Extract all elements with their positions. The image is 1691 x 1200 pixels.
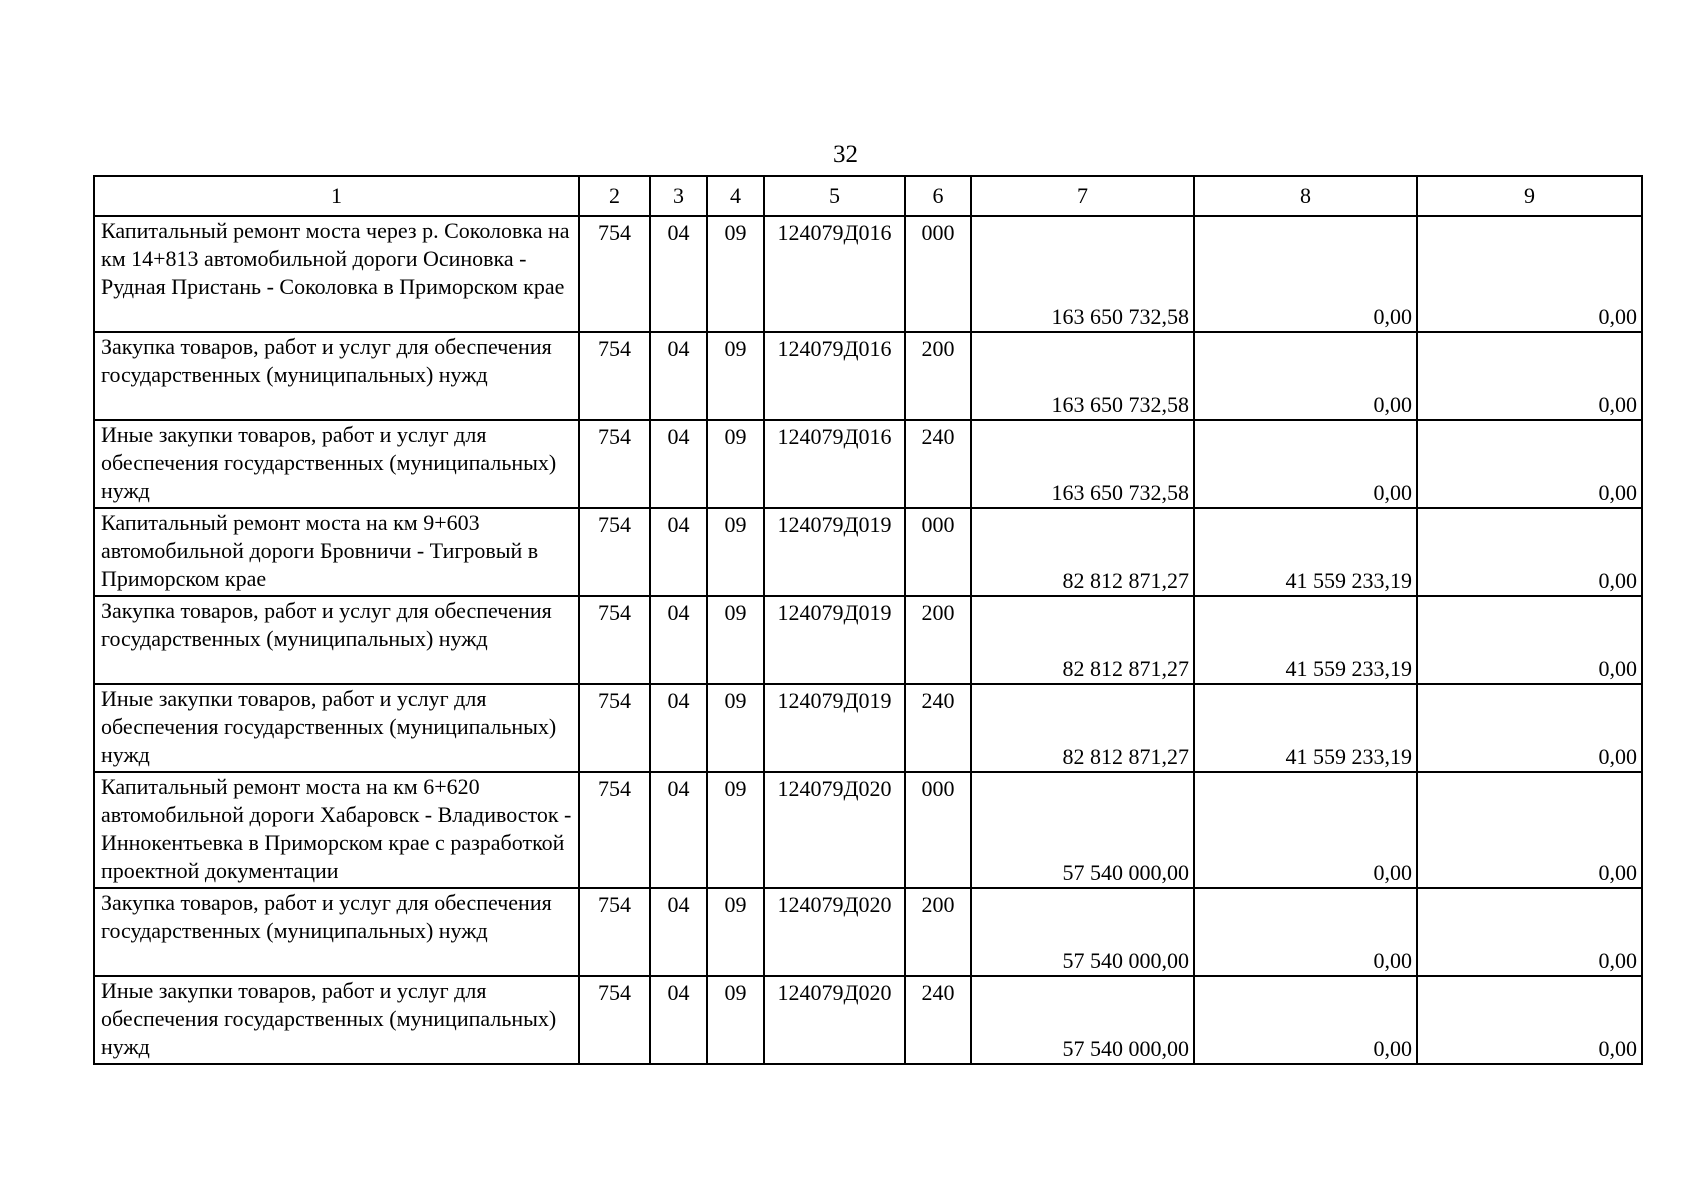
section-code: 04 — [650, 508, 707, 596]
expense-type-code: 240 — [905, 976, 971, 1064]
amount-col8: 0,00 — [1194, 976, 1417, 1064]
amount-col9: 0,00 — [1417, 684, 1642, 772]
table-row — [94, 976, 1642, 1064]
expense-type-code: 000 — [905, 216, 971, 332]
subsection-code: 09 — [707, 420, 764, 508]
amount-col8: 0,00 — [1194, 888, 1417, 976]
item-name: Иные закупки товаров, работ и услуг для обеспечения государственных (муниципальных) нужд — [94, 684, 579, 772]
amount-col9: 0,00 — [1417, 332, 1642, 420]
table-row — [94, 420, 1642, 508]
table-row — [94, 772, 1642, 888]
amount-col9: 0,00 — [1417, 216, 1642, 332]
ministry-code: 754 — [579, 772, 650, 888]
page-number: 32 — [833, 141, 858, 168]
subsection-code: 09 — [707, 976, 764, 1064]
section-code: 04 — [650, 420, 707, 508]
item-name: Иные закупки товаров, работ и услуг для обеспечения государственных (муниципальных) нужд — [94, 976, 579, 1064]
expense-type-code: 200 — [905, 888, 971, 976]
item-name: Закупка товаров, работ и услуг для обеспечения государственных (муниципальных) нужд — [94, 596, 579, 684]
target-article-code: 124079Д020 — [764, 772, 905, 888]
section-code: 04 — [650, 684, 707, 772]
table-row — [94, 508, 1642, 596]
target-article-code: 124079Д019 — [764, 508, 905, 596]
item-name: Капитальный ремонт моста через р. Соколовка на км 14+813 автомобильной дороги Осиновка - Рудная Пристань - Соколовка в Приморском крае — [94, 216, 579, 332]
amount-col7: 57 540 000,00 — [971, 772, 1194, 888]
subsection-code: 09 — [707, 596, 764, 684]
amount-col9: 0,00 — [1417, 420, 1642, 508]
table-row — [94, 332, 1642, 420]
column-header: 1 — [94, 176, 579, 216]
expense-type-code: 000 — [905, 508, 971, 596]
section-code: 04 — [650, 976, 707, 1064]
amount-col9: 0,00 — [1417, 772, 1642, 888]
amount-col9: 0,00 — [1417, 596, 1642, 684]
target-article-code: 124079Д016 — [764, 420, 905, 508]
ministry-code: 754 — [579, 420, 650, 508]
item-name: Закупка товаров, работ и услуг для обеспечения государственных (муниципальных) нужд — [94, 332, 579, 420]
table-row — [94, 888, 1642, 976]
amount-col8: 41 559 233,19 — [1194, 596, 1417, 684]
amount-col7: 57 540 000,00 — [971, 976, 1194, 1064]
amount-col7: 163 650 732,58 — [971, 216, 1194, 332]
ministry-code: 754 — [579, 888, 650, 976]
section-code: 04 — [650, 332, 707, 420]
target-article-code: 124079Д020 — [764, 888, 905, 976]
subsection-code: 09 — [707, 216, 764, 332]
item-name: Капитальный ремонт моста на км 9+603 автомобильной дороги Бровничи - Тигровый в Приморском крае — [94, 508, 579, 596]
amount-col7: 57 540 000,00 — [971, 888, 1194, 976]
target-article-code: 124079Д016 — [764, 216, 905, 332]
subsection-code: 09 — [707, 508, 764, 596]
amount-col7: 82 812 871,27 — [971, 684, 1194, 772]
expense-type-code: 000 — [905, 772, 971, 888]
ministry-code: 754 — [579, 596, 650, 684]
expense-type-code: 240 — [905, 684, 971, 772]
target-article-code: 124079Д016 — [764, 332, 905, 420]
table-row — [94, 596, 1642, 684]
amount-col8: 41 559 233,19 — [1194, 684, 1417, 772]
column-header: 5 — [764, 176, 905, 216]
ministry-code: 754 — [579, 508, 650, 596]
expense-type-code: 200 — [905, 332, 971, 420]
table-row — [94, 684, 1642, 772]
column-header: 2 — [579, 176, 650, 216]
section-code: 04 — [650, 888, 707, 976]
section-code: 04 — [650, 596, 707, 684]
amount-col9: 0,00 — [1417, 888, 1642, 976]
amount-col9: 0,00 — [1417, 508, 1642, 596]
amount-col7: 82 812 871,27 — [971, 596, 1194, 684]
subsection-code: 09 — [707, 332, 764, 420]
column-header: 7 — [971, 176, 1194, 216]
column-header: 6 — [905, 176, 971, 216]
subsection-code: 09 — [707, 684, 764, 772]
budget-table — [93, 175, 1643, 1065]
ministry-code: 754 — [579, 684, 650, 772]
subsection-code: 09 — [707, 772, 764, 888]
item-name: Закупка товаров, работ и услуг для обеспечения государственных (муниципальных) нужд — [94, 888, 579, 976]
amount-col8: 0,00 — [1194, 216, 1417, 332]
amount-col8: 0,00 — [1194, 420, 1417, 508]
column-header: 4 — [707, 176, 764, 216]
amount-col7: 163 650 732,58 — [971, 420, 1194, 508]
table-header-row — [94, 176, 1642, 216]
target-article-code: 124079Д020 — [764, 976, 905, 1064]
subsection-code: 09 — [707, 888, 764, 976]
column-header: 9 — [1417, 176, 1642, 216]
ministry-code: 754 — [579, 216, 650, 332]
amount-col8: 0,00 — [1194, 332, 1417, 420]
ministry-code: 754 — [579, 332, 650, 420]
amount-col7: 163 650 732,58 — [971, 332, 1194, 420]
amount-col8: 41 559 233,19 — [1194, 508, 1417, 596]
expense-type-code: 200 — [905, 596, 971, 684]
ministry-code: 754 — [579, 976, 650, 1064]
target-article-code: 124079Д019 — [764, 596, 905, 684]
item-name: Капитальный ремонт моста на км 6+620 автомобильной дороги Хабаровск - Владивосток - Иннокентьевка в Приморском крае с разработкой проектной документации — [94, 772, 579, 888]
target-article-code: 124079Д019 — [764, 684, 905, 772]
column-header: 3 — [650, 176, 707, 216]
item-name: Иные закупки товаров, работ и услуг для обеспечения государственных (муниципальных) нужд — [94, 420, 579, 508]
amount-col7: 82 812 871,27 — [971, 508, 1194, 596]
section-code: 04 — [650, 772, 707, 888]
amount-col9: 0,00 — [1417, 976, 1642, 1064]
amount-col8: 0,00 — [1194, 772, 1417, 888]
table-row — [94, 216, 1642, 332]
expense-type-code: 240 — [905, 420, 971, 508]
column-header: 8 — [1194, 176, 1417, 216]
section-code: 04 — [650, 216, 707, 332]
